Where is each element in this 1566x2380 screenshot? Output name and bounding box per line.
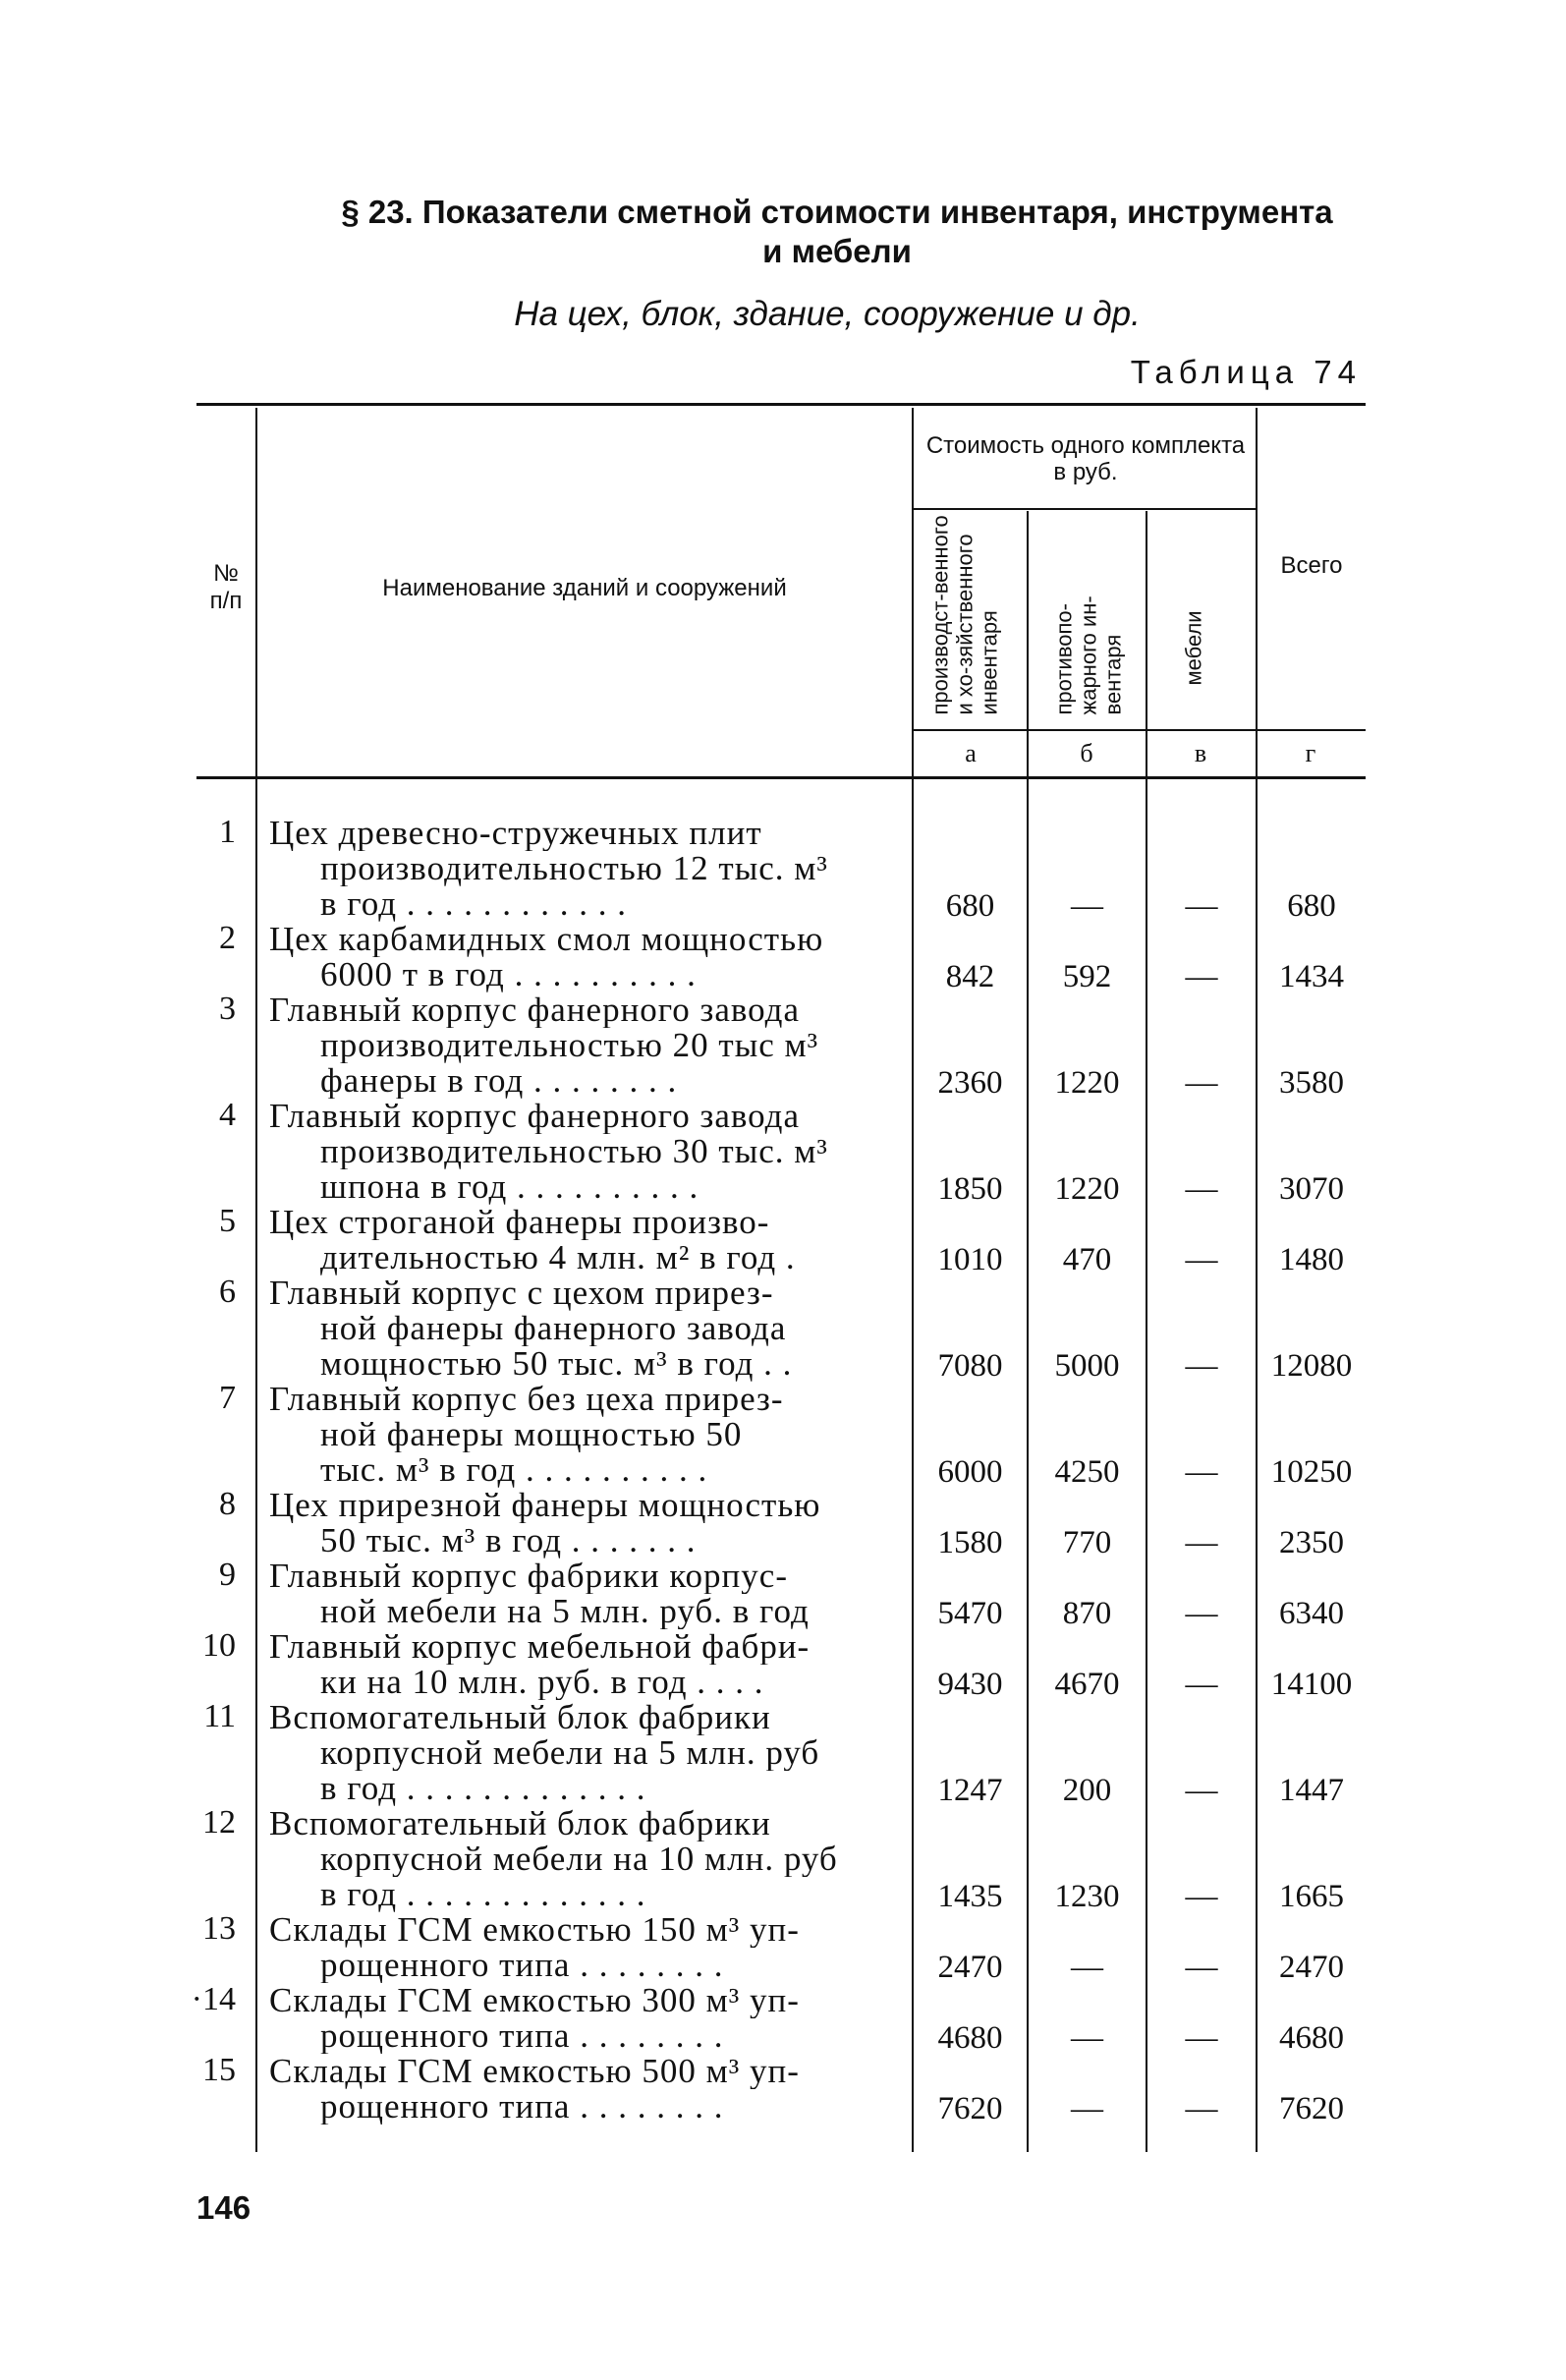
row-name-line: фанеры в год . . . . . . . . xyxy=(320,1063,678,1099)
cell-a: 5470 xyxy=(937,1596,1003,1631)
cell-v: — xyxy=(1185,888,1218,924)
row-name-line: рощенного типа . . . . . . . . xyxy=(320,1948,724,1983)
row-name xyxy=(269,1275,908,1382)
row-name-line: Цех строганой фанеры произво- xyxy=(269,1205,770,1240)
cell-a: 1850 xyxy=(937,1171,1003,1207)
letter-a: а xyxy=(965,739,977,767)
cell-total: 1434 xyxy=(1279,959,1344,994)
row-name-line: Главный корпус мебельной фабри- xyxy=(269,1629,811,1665)
row-number: 1 xyxy=(219,814,236,850)
cell-b: — xyxy=(1071,2020,1103,2056)
row-name-line: Цех прирезной фанеры мощностью xyxy=(269,1488,821,1523)
cell-v: — xyxy=(1185,1171,1218,1207)
header-bottom-rule xyxy=(196,776,1366,779)
cell-b: 592 xyxy=(1062,959,1112,994)
cell-v: — xyxy=(1185,959,1218,994)
row-name xyxy=(269,1629,908,1700)
row-name-line: рощенного типа . . . . . . . . xyxy=(320,2089,724,2125)
cell-v: — xyxy=(1185,1242,1218,1277)
header-col-a: производст-венного и хо-зяйственного инвентаря xyxy=(927,515,1002,715)
header-cost-group: Стоимость одного комплекта в руб. xyxy=(925,432,1246,485)
row-number: 6 xyxy=(219,1274,236,1310)
cell-v: — xyxy=(1185,1667,1218,1702)
header-num: № п/п xyxy=(209,560,243,614)
cell-a: 7620 xyxy=(937,2091,1003,2126)
row-name-line: Склады ГСМ емкостью 150 м³ уп- xyxy=(269,1912,800,1948)
row-number: 10 xyxy=(202,1627,236,1664)
row-name-line: производительностью 12 тыс. м³ xyxy=(320,851,828,886)
row-name-line: тыс. м³ в год . . . . . . . . . . xyxy=(320,1452,708,1488)
table-top-rule xyxy=(196,403,1366,406)
cell-b: 1230 xyxy=(1054,1879,1120,1914)
row-name-line: дительностью 4 млн. м² в год . xyxy=(320,1240,796,1275)
row-name-line: 6000 т в год . . . . . . . . . . xyxy=(320,957,697,992)
row-name xyxy=(269,1912,908,1983)
row-name xyxy=(269,2054,908,2125)
row-name-line: Главный корпус с цехом прирез- xyxy=(269,1275,774,1311)
cell-total: 10250 xyxy=(1270,1454,1353,1490)
cell-b: 5000 xyxy=(1054,1348,1120,1384)
cell-a: 6000 xyxy=(937,1454,1003,1490)
cell-v: — xyxy=(1185,1879,1218,1914)
row-name-line: рощенного типа . . . . . . . . xyxy=(320,2018,724,2054)
row-name xyxy=(269,1806,908,1912)
row-name-line: Вспомогательный блок фабрики xyxy=(269,1806,771,1842)
cell-v: — xyxy=(1185,1065,1218,1101)
cell-a: 7080 xyxy=(937,1348,1003,1384)
cell-b: 1220 xyxy=(1054,1171,1120,1207)
section-heading-line2: и мебели xyxy=(762,233,912,269)
cell-v: — xyxy=(1185,2020,1218,2056)
cell-total: 12080 xyxy=(1270,1348,1353,1384)
cell-total: 1665 xyxy=(1279,1879,1344,1914)
row-name xyxy=(269,1099,908,1205)
col-divider-num xyxy=(255,408,257,2152)
section-heading xyxy=(0,193,1566,271)
row-number: 11 xyxy=(203,1698,236,1734)
cell-v: — xyxy=(1185,1950,1218,1985)
header-name: Наименование зданий и сооружений xyxy=(382,575,787,601)
row-name-line: 50 тыс. м³ в год . . . . . . . xyxy=(320,1523,697,1558)
row-name xyxy=(269,1205,908,1275)
cell-v: — xyxy=(1185,1348,1218,1384)
cell-v: — xyxy=(1185,1454,1218,1490)
row-number: 3 xyxy=(219,991,236,1027)
row-name xyxy=(269,1382,908,1488)
row-name-line: Цех карбамидных смол мощностью xyxy=(269,922,824,957)
row-number: 12 xyxy=(202,1804,236,1841)
row-number: 2 xyxy=(219,920,236,956)
cell-total: 6340 xyxy=(1279,1596,1344,1631)
row-name-line: в год . . . . . . . . . . . . xyxy=(320,886,628,922)
row-name-line: Склады ГСМ емкостью 300 м³ уп- xyxy=(269,1983,800,2018)
cell-a: 1435 xyxy=(937,1879,1003,1914)
row-name-line: Главный корпус фанерного завода xyxy=(269,992,801,1028)
row-name-line: ной фанеры фанерного завода xyxy=(320,1311,787,1346)
cell-total: 1480 xyxy=(1279,1242,1344,1277)
row-number: 4 xyxy=(219,1097,236,1133)
header-col-v: мебели xyxy=(1181,610,1206,686)
cell-v: — xyxy=(1185,1596,1218,1631)
row-name xyxy=(269,1488,908,1558)
row-name xyxy=(269,1700,908,1806)
cell-total: 2350 xyxy=(1279,1525,1344,1560)
row-name-line: Главный корпус без цеха прирез- xyxy=(269,1382,784,1417)
letter-v: в xyxy=(1194,739,1207,767)
row-name xyxy=(269,992,908,1099)
cell-b: 1220 xyxy=(1054,1065,1120,1101)
row-name-line: производительностью 30 тыс. м³ xyxy=(320,1134,828,1169)
cell-a: 2470 xyxy=(937,1950,1003,1985)
row-name xyxy=(269,922,908,992)
cell-a: 1247 xyxy=(937,1773,1003,1808)
cell-v: — xyxy=(1185,1773,1218,1808)
row-name-line: производительностью 20 тыс м³ xyxy=(320,1028,819,1063)
row-name-line: шпона в год . . . . . . . . . . xyxy=(320,1169,699,1205)
row-number: 7 xyxy=(219,1380,236,1416)
cell-b: — xyxy=(1071,1950,1103,1985)
cell-b: — xyxy=(1071,2091,1103,2126)
row-name-line: Склады ГСМ емкостью 500 м³ уп- xyxy=(269,2054,800,2089)
row-name-line: Вспомогательный блок фабрики xyxy=(269,1700,771,1735)
header-col-b: противопо-жарного ин-вентаря xyxy=(1051,595,1126,715)
row-name-line: в год . . . . . . . . . . . . . xyxy=(320,1877,646,1912)
row-name xyxy=(269,816,908,922)
header-total: Всего xyxy=(1280,552,1343,579)
cell-total: 2470 xyxy=(1279,1950,1344,1985)
row-number: 13 xyxy=(202,1910,236,1947)
row-name xyxy=(269,1558,908,1629)
row-name-line: корпусной мебели на 5 млн. руб xyxy=(320,1735,820,1771)
letters-rule xyxy=(914,729,1366,731)
row-name-line: ной мебели на 5 млн. руб. в год xyxy=(320,1594,810,1629)
cell-b: — xyxy=(1071,888,1103,924)
row-number: 5 xyxy=(219,1203,236,1239)
row-number: ·14 xyxy=(191,1981,236,2017)
subtitle: На цех, блок, здание, сооружение и др. xyxy=(514,295,1141,333)
cell-total: 7620 xyxy=(1279,2091,1344,2126)
cell-a: 842 xyxy=(945,959,995,994)
cell-total: 14100 xyxy=(1270,1667,1353,1702)
cell-b: 200 xyxy=(1062,1773,1112,1808)
cell-b: 470 xyxy=(1062,1242,1112,1277)
page-number: 146 xyxy=(196,2189,252,2226)
row-name-line: корпусной мебели на 10 млн. руб xyxy=(320,1842,838,1877)
letter-b: б xyxy=(1080,739,1093,767)
cell-b: 870 xyxy=(1062,1596,1112,1631)
cell-a: 680 xyxy=(945,888,995,924)
row-number: 15 xyxy=(202,2052,236,2088)
row-name-line: Главный корпус фабрики корпус- xyxy=(269,1558,788,1594)
row-name-line: ной фанеры мощностью 50 xyxy=(320,1417,743,1452)
cell-a: 4680 xyxy=(937,2020,1003,2056)
row-name-line: Цех древесно-стружечных плит xyxy=(269,816,762,851)
cell-b: 4670 xyxy=(1054,1667,1120,1702)
cell-v: — xyxy=(1185,2091,1218,2126)
cell-total: 1447 xyxy=(1279,1773,1344,1808)
letter-g: г xyxy=(1305,739,1316,767)
cell-b: 4250 xyxy=(1054,1454,1120,1490)
cell-a: 1580 xyxy=(937,1525,1003,1560)
cell-total: 3070 xyxy=(1279,1171,1344,1207)
row-number: 9 xyxy=(219,1557,236,1593)
cell-total: 4680 xyxy=(1279,2020,1344,2056)
section-heading-line1: § 23. Показатели сметной стоимости инвентаря, инструмента xyxy=(341,194,1333,230)
cell-a: 1010 xyxy=(937,1242,1003,1277)
cell-a: 9430 xyxy=(937,1667,1003,1702)
row-name xyxy=(269,1983,908,2054)
cell-total: 3580 xyxy=(1279,1065,1344,1101)
row-number: 8 xyxy=(219,1486,236,1522)
cell-v: — xyxy=(1185,1525,1218,1560)
cell-b: 770 xyxy=(1062,1525,1112,1560)
row-name-line: ки на 10 млн. руб. в год . . . . xyxy=(320,1665,764,1700)
row-name-line: мощностью 50 тыс. м³ в год . . xyxy=(320,1346,793,1382)
row-name-line: Главный корпус фанерного завода xyxy=(269,1099,801,1134)
row-name-line: в год . . . . . . . . . . . . . xyxy=(320,1771,646,1806)
table-number: Таблица 74 xyxy=(1130,354,1362,390)
cell-total: 680 xyxy=(1287,888,1336,924)
cell-a: 2360 xyxy=(937,1065,1003,1101)
